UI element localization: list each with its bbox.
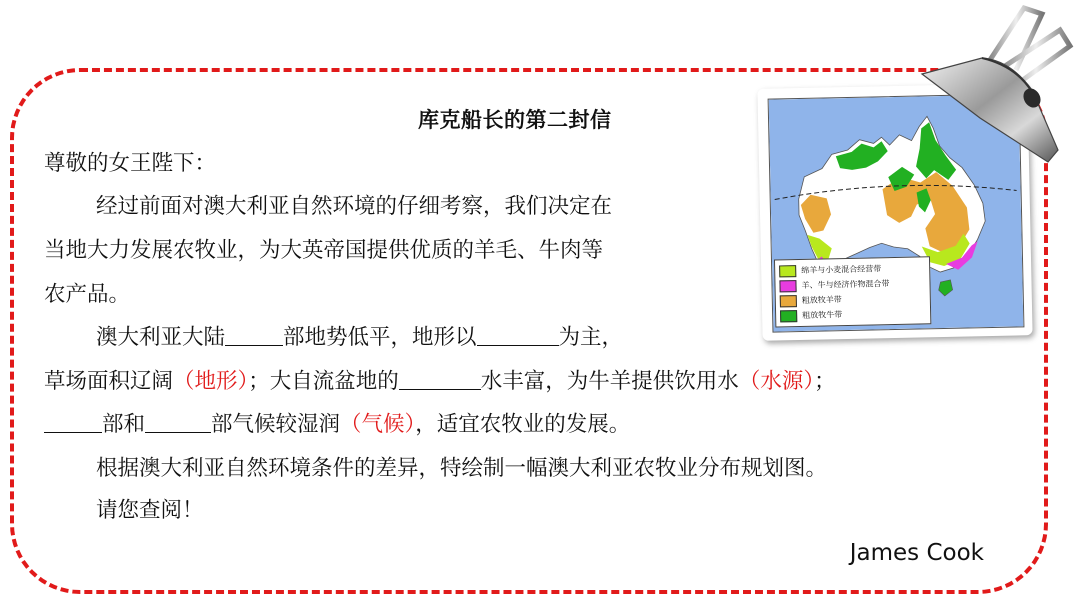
fill-blank-region-3[interactable] [145, 412, 211, 433]
text-fragment: ；大自流盆地的 [248, 369, 399, 394]
closing: 请您查阅！ [96, 498, 204, 523]
signature: James Cook [849, 540, 984, 566]
legend-swatch [779, 265, 796, 277]
text-fragment: ，适宜农牧业的发展。 [415, 412, 631, 437]
text-fragment: 为主， [558, 325, 624, 350]
paragraph-2-line-3 [44, 411, 630, 439]
text-fragment: 澳大利亚大陆 [96, 325, 226, 350]
map-legend [774, 256, 931, 327]
paragraph-1-line-2: 当地大力发展农牧业，为大英帝国提供优质的羊毛、牛肉等 [44, 238, 604, 263]
fill-blank-region-2[interactable] [44, 412, 102, 433]
text-fragment: 草场面积辽阔 [44, 369, 174, 394]
paragraph-3: 根据澳大利亚自然环境条件的差异，特绘制一幅澳大利亚农牧业分布规划图。 [96, 456, 828, 481]
legend-label: 绵羊与小麦混合经营带 [801, 264, 882, 275]
legend-label: 粗放牧羊带 [801, 295, 842, 305]
paragraph-2-line-2 [44, 368, 836, 396]
text-fragment: ； [814, 369, 836, 394]
fill-blank-water[interactable] [399, 369, 481, 390]
text-fragment: 部和 [102, 412, 146, 437]
tag-climate: （气候） [340, 412, 416, 437]
paragraph-2-line-1 [96, 324, 623, 352]
fill-blank-region[interactable] [225, 325, 283, 346]
binder-clip-icon [920, 0, 1082, 170]
legend-label: 羊、牛与经济作物混合带 [801, 279, 890, 290]
tag-water: （水源） [738, 369, 815, 394]
tag-terrain: （地形） [173, 369, 249, 394]
text-fragment: 水丰富，为牛羊提供饮用水 [480, 369, 739, 394]
salutation: 尊敬的女王陛下： [44, 151, 217, 176]
legend-swatch [780, 295, 797, 307]
legend-label: 粗放牧牛带 [802, 310, 843, 320]
paragraph-1-line-3: 农产品。 [44, 282, 131, 307]
legend-swatch [779, 280, 796, 292]
text-fragment: 部地势低平，地形以 [283, 325, 477, 350]
paragraph-1-line-1: 经过前面对澳大利亚自然环境的仔细考察，我们决定在 [96, 194, 613, 219]
fill-blank-landform[interactable] [477, 325, 559, 346]
text-fragment: 部气候较湿润 [211, 412, 341, 437]
legend-item [780, 305, 926, 323]
legend-swatch [780, 310, 797, 322]
letter-title: 库克船长的第二封信 [418, 108, 612, 132]
